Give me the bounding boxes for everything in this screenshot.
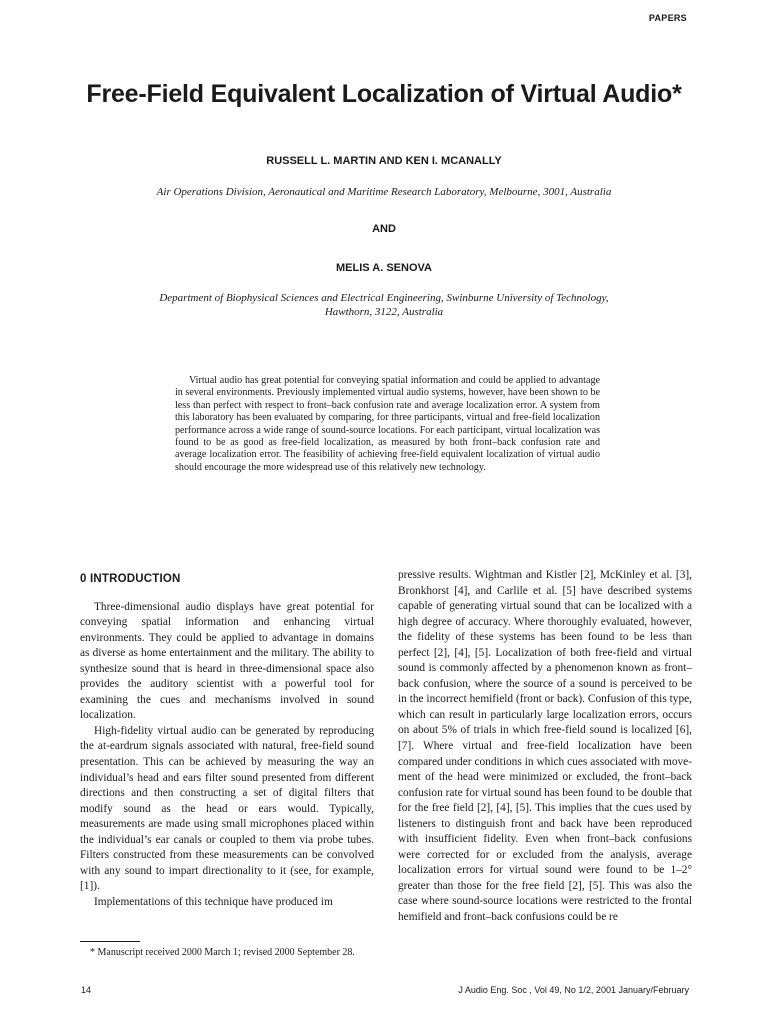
- affiliation-secondary-line2: Hawthorn, 3122, Australia: [324, 306, 444, 318]
- authors-secondary: MELIS A. SENOVA: [336, 262, 432, 274]
- footnote-divider: [80, 941, 140, 942]
- section-heading-introduction: 0 INTRODUCTION: [80, 573, 181, 585]
- page-number: 14: [81, 985, 92, 995]
- paper-title: Free-Field Equivalent Localization of Virtual Audio*: [86, 80, 682, 108]
- footnote: * Manuscript received 2000 March 1; revised 2000 September 28.: [90, 947, 355, 958]
- authors-conjunction: AND: [372, 223, 396, 235]
- affiliation-secondary-line1: Department of Biophysical Sciences and Electrical Engineering, Swinburne University of Technology,: [159, 292, 609, 304]
- section-label: PAPERS: [648, 13, 687, 23]
- intro-paragraph: High-fidelity virtual audio can be generated by reproducing the at-eardrum signals associated with natural, free-field sound presentation. This can be achieved by measuring the way an individual’s head and ears filter sound presented from different directions and then constructing a set of digital filters that modify sound as the head or ears would. Typically, measurements are made using small microphones placed within the individual’s ear canals or coupled to them via probe tubes. Filters constructed from these measurements can be convolved with any sound to impart directionality to it (see, for example, [1]).: [80, 724, 374, 893]
- affiliation-primary: Air Operations Division, Aeronautical and Maritime Research Laboratory, Melbourne, 3001, Australia: [156, 186, 612, 198]
- affiliation-secondary: [0, 291, 768, 319]
- journal-citation: J Audio Eng. Soc , Vol 49, No 1/2, 2001 January/February: [458, 985, 689, 995]
- abstract: Virtual audio has great potential for conveying spatial information and could be applied to advantage in several environments. Previously implemented virtual audio systems, however, have been shown to be less than perfect with respect to front–back confusion rate and average localization error. A system from this laboratory has been evaluated by comparing, for three participants, virtual and free-field localization performance across a wide range of sound-source locations. For each participant, virtual localization was found to be as good as free-field localization, as measured by both front–back confusion rate and average localization error. The feasibility of achieving free-field equivalent localization of virtual audio should encourage the more widespread use of this relatively new technology.: [175, 375, 600, 473]
- right-column: [398, 568, 692, 926]
- intro-paragraph: Implementations of this technique have produced im: [94, 895, 333, 908]
- left-column: [80, 568, 374, 910]
- intro-paragraph: Three-dimensional audio displays have great potential for conveying spatial information and enhancing virtual environments. They could be applied to advantage in domains as diverse as home entertainment and the military. The ability to synthesize sound that is heard in three-dimensional space also provides the auditory scientist with a powerful tool for examining the cues and mechanisms involved in sound localization.: [80, 600, 374, 722]
- intro-continuation: pressive results. Wightman and Kistler [2], McKinley et al. [3], Bronkhorst [4], and Carlile et al. [5] have described systems capable of generating virtual sound that can be localized with a high degree of accuracy. Where thoroughly evaluated, however, the fidelity of these systems has been found to be less than perfect [2], [4], [5]. Localization of both free-field and virtual sound is commonly affected by a phenomenon known as front–back confusion, where the source of a sound is perceived to be in the incorrect hemifield (front or back). Confusion of this type, which can result in particularly large localization errors, occurs on about 5% of trials in which free-field sound is localized [6], [7]. Where virtual and free-field localization have been compared under conditions in which cues associated with movement of the head were minimized or excluded, the front–back confusion rate for virtual sound has been found to be double that for the free field [2], [4], [5]. This implies that the cues used by listeners to distinguish front and back have been reproduced with insufficient fidelity. Even when front–back confusions were corrected for or excluded from the analysis, average localization errors for virtual sound were found to be 1–2° greater than those for the free field [2], [5]. This was also the case where sound-source locations were restricted to the frontal hemifield and front–back confusions could be re: [398, 569, 692, 924]
- authors-primary: RUSSELL L. MARTIN AND KEN I. MCANALLY: [266, 155, 502, 167]
